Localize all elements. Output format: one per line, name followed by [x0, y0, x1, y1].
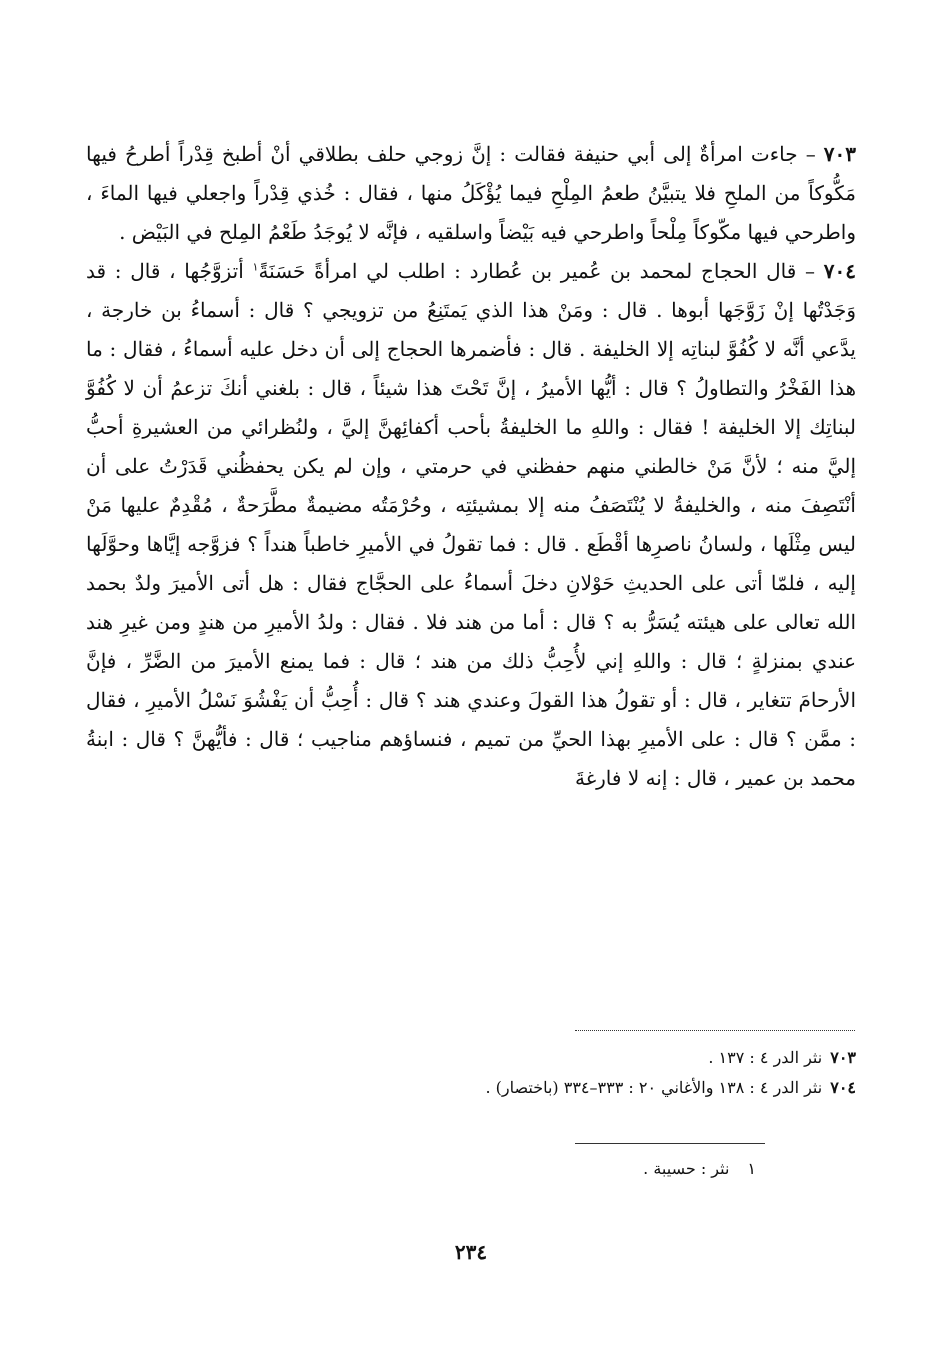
entry-text: جاءت امرأةٌ إلى أبي حنيفة فقالت : إنَّ زوجي حلف بطلاقي أنْ أطبخ قِدْراً أطرحُ فيها مَكُّوكاً من الملحِ فلا يتبيَّنُ طعمُ المِلْحِ فيما يُؤْكَلُ منها ، فقال : خُذي قِدْراً واجعلي فيها الماءَ ، واطرحي فيها مكّوكاً مِلْحاً واطرحي فيه بَيْضاً واسلقيه ، فإنَّه لا يُوجَدُ طَعْمُ المِلح في البَيْض .	[86, 142, 856, 244]
entry-dash: –	[796, 259, 824, 283]
source-text: نثر الدر ٤ : ١٣٧ .	[708, 1048, 823, 1067]
entry-dash: –	[797, 142, 824, 166]
footnote-reference: ١	[252, 260, 259, 274]
page-number: ٢٣٤	[454, 1240, 488, 1264]
footnote-number: ١	[747, 1159, 756, 1178]
footnote-divider	[575, 1143, 765, 1144]
sources-section	[86, 1043, 856, 1103]
source-line	[86, 1043, 856, 1073]
entry-704	[86, 252, 856, 798]
entry-number: ٧٠٣	[823, 142, 857, 166]
main-text	[86, 135, 856, 798]
footnote-text: نثر : حسيبة .	[643, 1159, 730, 1178]
entry-number: ٧٠٤	[823, 259, 857, 283]
source-number: ٧٠٣	[830, 1048, 856, 1067]
entry-703	[86, 135, 856, 252]
footnote	[86, 1155, 856, 1183]
source-text: نثر الدر ٤ : ١٣٨ والأغاني ٢٠ : ٣٣٣–٣٣٤ (باختصار) .	[485, 1078, 823, 1097]
sources-divider	[575, 1030, 855, 1031]
source-number: ٧٠٤	[830, 1078, 856, 1097]
entry-text-start: قال الحجاج لمحمد بن عُمير بن عُطارد : اطلب لي امرأةً حَسَنَةً	[258, 259, 797, 283]
source-line	[86, 1073, 856, 1103]
entry-text-rest: أتزوَّجُها ، قال : قد وَجَدْتُها إنْ زَوَّجَها أبوها . قال : ومَنْ هذا الذي يَمتَنِعُ من تزويجي ؟ قال : أسماءُ بن خارجة ، يدَّعي أنَّه لا كُفُوَّ لبناتِه إلا الخليفة . قال : فأضمرها الحجاج إلى أن دخل عليه أسماءُ ، فقال : ما هذا الفَخْرُ والتطاولُ ؟ قال : أيُّها الأميرُ ، إنَّ تَحْتَ هذا شيئاً ، قال : بلغني أنكَ تزعمُ أن لا كُفُوَّ لبناتِك إلا الخليفة ! فقال : واللهِ ما الخليفةُ بأحب أكفائِهنَّ إليَّ ، ولنُظرائي من العشيرةِ أحبُّ إليَّ منه ؛ لأنَّ مَنْ خالطني منهم حفظني في حرمتي ، وإن لم يكن يحفظُني قَدَرْتُ على أن أنْتَصِفَ منه ، والخليفةُ لا يُنْتَصَفُ منه إلا بمشيئتِه ، وحُرْمَتُه مضيمةٌ مطَّرَحةٌ ، مُقْدِمٌ عليها مَنْ ليس مِثْلَها ، ولسانُ ناصرِها أقْطَع . قال : فما تقولُ في الأميرِ خاطباً هنداً ؟ فزوَّجه إيَّاها وحوَّلَها إليه ، فلمّا أتى على الحديثِ حَوْلانِ دخلَ أسماءُ على الحجَّاج فقال : هل أتى الأميرَ ولدٌ بحمد الله تعالى على هيئته يُسَرُّ به ؟ قال : أما من هند فلا . فقال : ولدُ الأميرِ من هندٍ ومن غيرِ هند عندي بمنزلةٍ ؛ قال : واللهِ إني لأُحِبُّ ذلك من هند ؛ قال : فما يمنع الأميرَ من الضَّرِّ ، فإنَّ الأرحامَ تتغاير ، قال : أو تقولُ هذا القولَ وعندي هند ؟ قال : أُحِبُّ أن يَفْشُوَ نَسْلُ الأميرِ ، فقال : ممَّن ؟ قال : على الأميرِ بهذا الحيِّ من تميم ، فنساؤهم مناجيب ؛ قال : فأيُّهنَّ ؟ قال : ابنةُ محمد بن عمير ، قال : إنه لا فارغةَ	[86, 259, 856, 790]
